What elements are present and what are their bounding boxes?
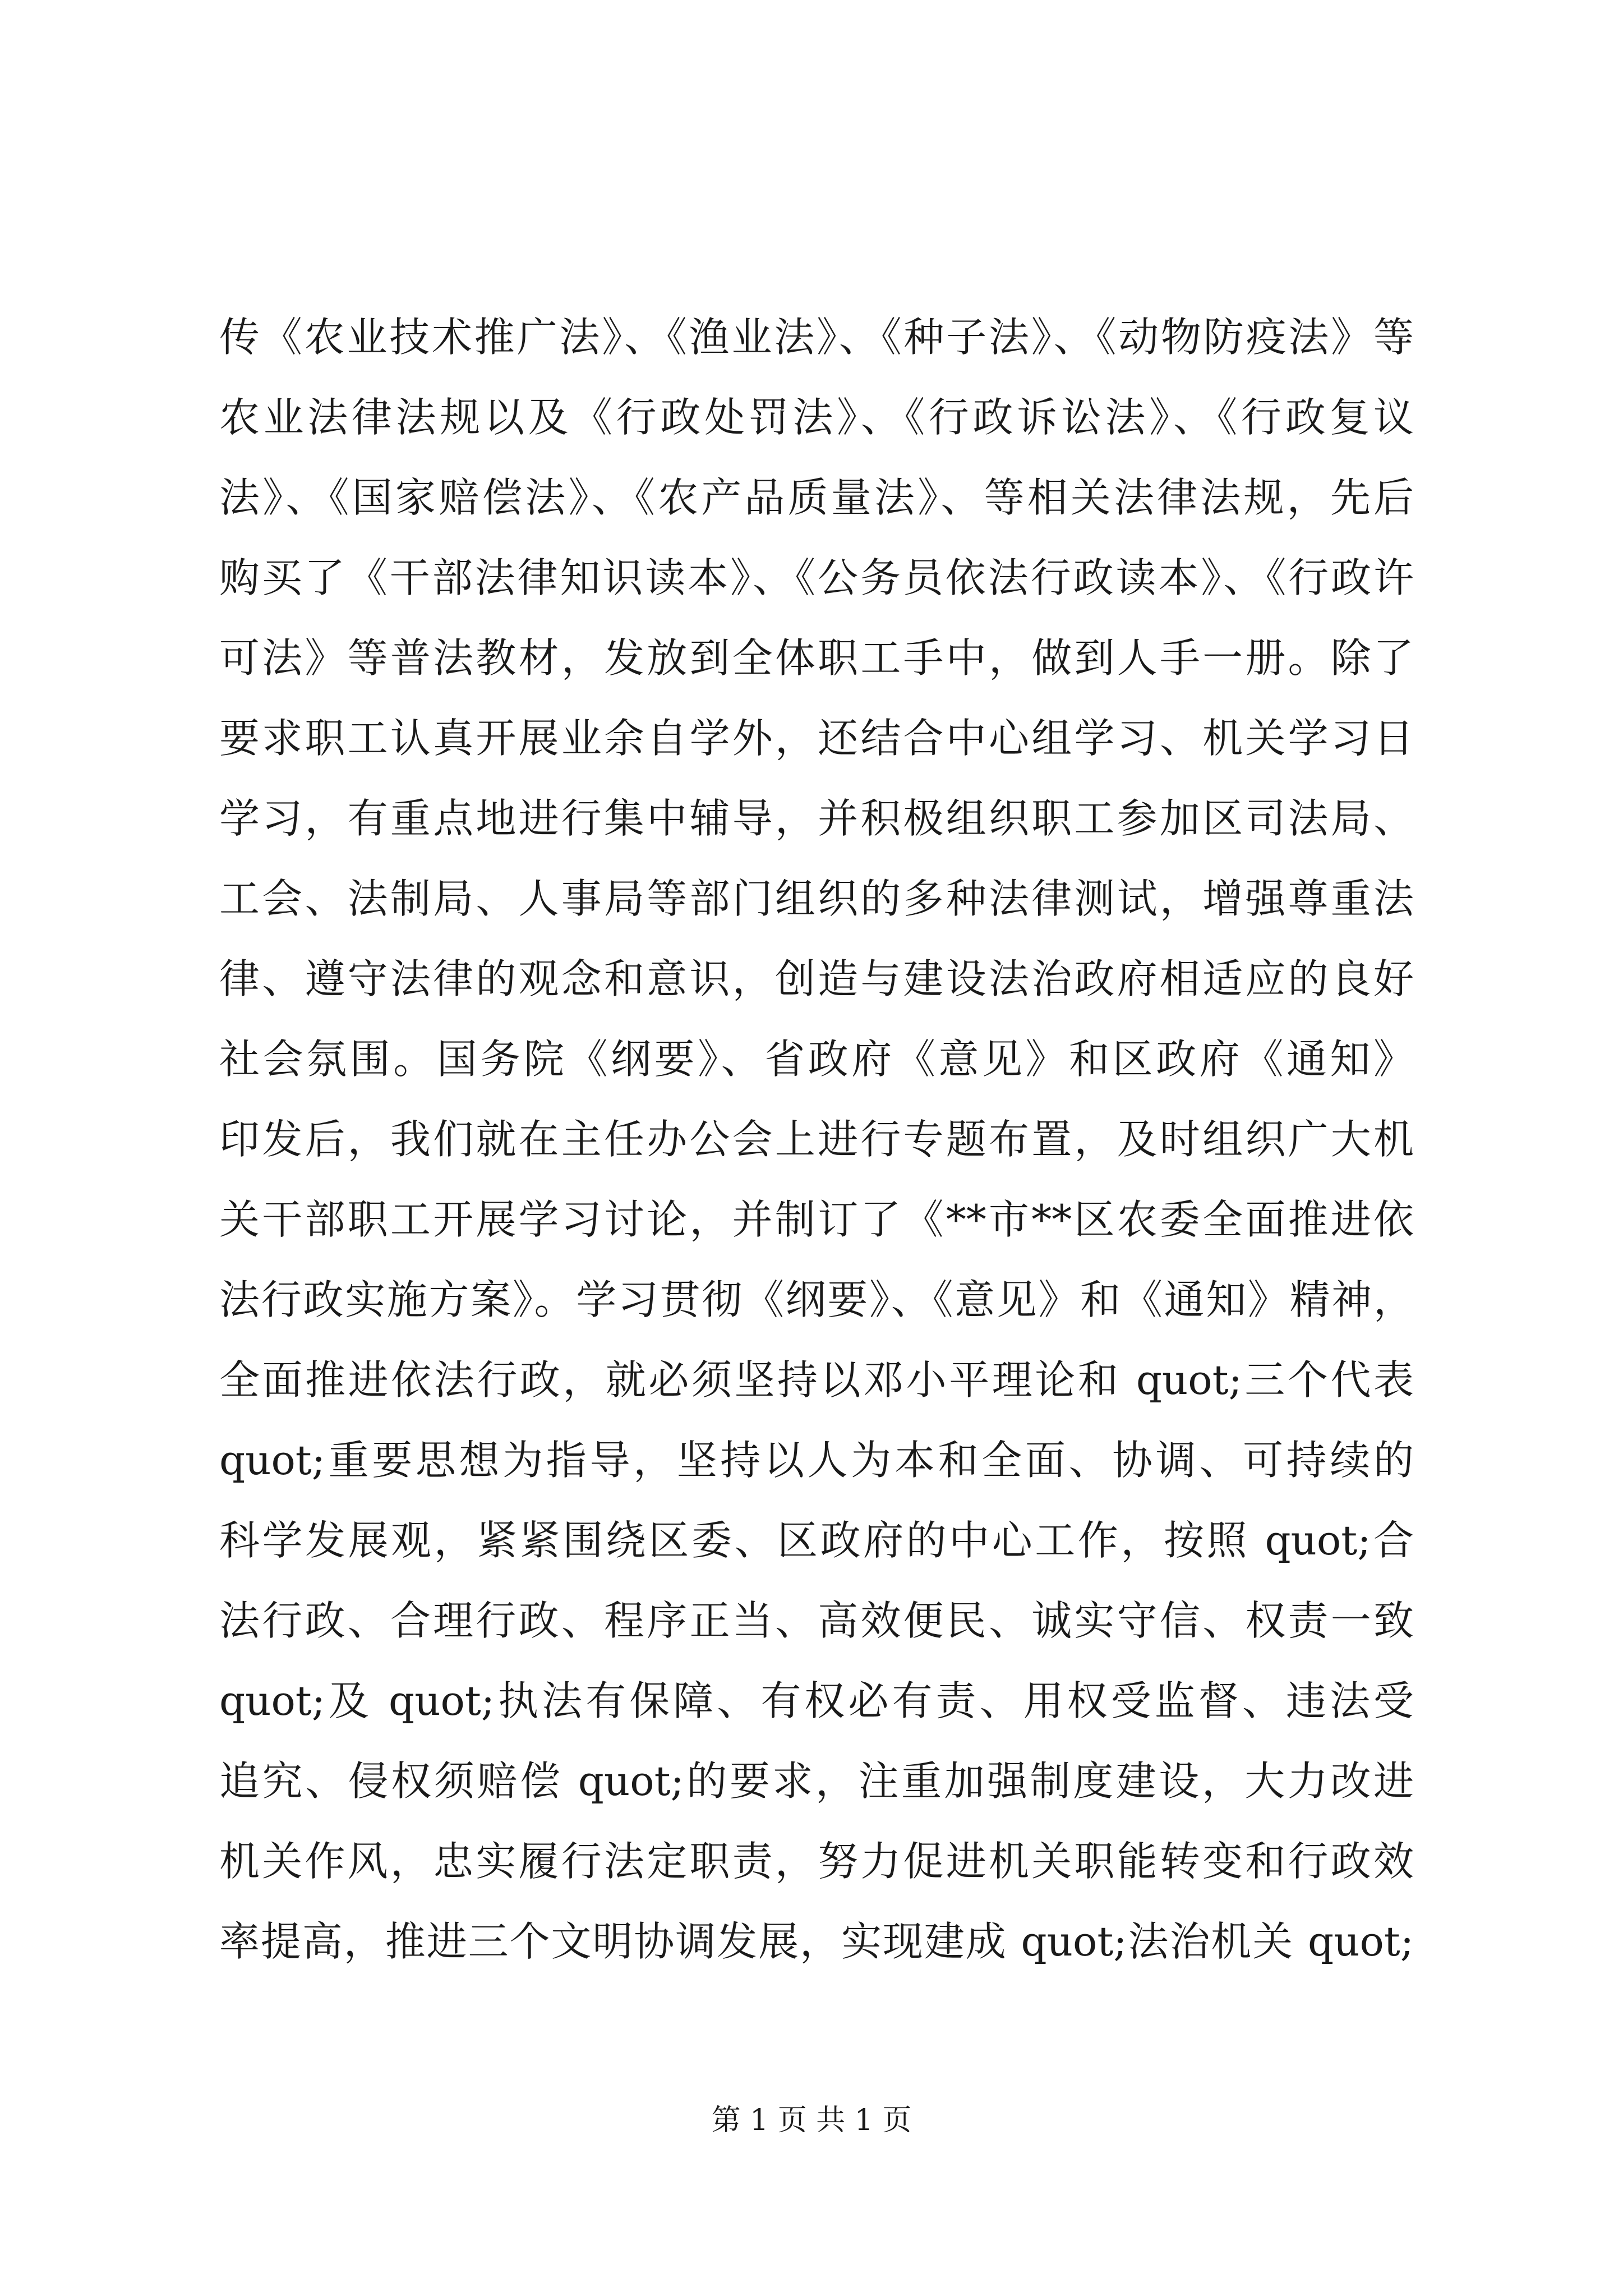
text-line: 社会氛围。国务院《纲要》、省政府《意见》和区政府《通知》 [219, 1036, 1414, 1083]
text-line: 率提高，推进三个文明协调发展，实现建成 quot;法治机关 quot; [219, 1918, 1414, 1965]
text-line: 学习，有重点地进行集中辅导，并积极组织职工参加区司法局、 [219, 795, 1414, 842]
page-number-label: 第 1 页 共 1 页 [711, 2104, 912, 2137]
text-line: 机关作风，忠实履行法定职责，努力促进机关职能转变和行政效 [219, 1838, 1414, 1885]
text-line: 法行政实施方案》。学习贯彻《纲要》、《意见》和《通知》精神， [219, 1276, 1414, 1323]
text-line: 法》、《国家赔偿法》、《农产品质量法》、等相关法律法规，先后 [219, 474, 1414, 521]
text-line: 追究、侵权须赔偿 quot;的要求，注重加强制度建设，大力改进 [219, 1757, 1414, 1805]
text-line: quot;重要思想为指导，坚持以人为本和全面、协调、可持续的 [219, 1437, 1414, 1484]
text-line: quot;及 quot;执法有保障、有权必有责、用权受监督、违法受 [219, 1677, 1414, 1724]
text-line: 要求职工认真开展业余自学外，还结合中心组学习、机关学习日 [219, 715, 1414, 762]
page-footer [0, 2101, 1623, 2140]
text-line: 律、遵守法律的观念和意识，创造与建设法治政府相适应的良好 [219, 955, 1414, 1002]
body-text [219, 297, 1414, 1982]
text-line: 关干部职工开展学习讨论，并制订了《**市**区农委全面推进依 [219, 1196, 1414, 1243]
text-line: 法行政、合理行政、程序正当、高效便民、诚实守信、权责一致 [219, 1597, 1414, 1644]
text-line: 农业法律法规以及《行政处罚法》、《行政诉讼法》、《行政复议 [219, 394, 1414, 441]
text-line: 购买了《干部法律知识读本》、《公务员依法行政读本》、《行政许 [219, 554, 1414, 601]
text-line: 全面推进依法行政，就必须坚持以邓小平理论和 quot;三个代表 [219, 1356, 1414, 1404]
text-line: 可法》等普法教材，发放到全体职工手中，做到人手一册。除了 [219, 634, 1414, 682]
text-line: 工会、法制局、人事局等部门组织的多种法律测试，增强尊重法 [219, 875, 1414, 922]
text-line: 传《农业技术推广法》、《渔业法》、《种子法》、《动物防疫法》等 [219, 314, 1414, 361]
text-line: 科学发展观，紧紧围绕区委、区政府的中心工作，按照 quot;合 [219, 1517, 1414, 1564]
text-line: 印发后，我们就在主任办公会上进行专题布置，及时组织广大机 [219, 1116, 1414, 1163]
